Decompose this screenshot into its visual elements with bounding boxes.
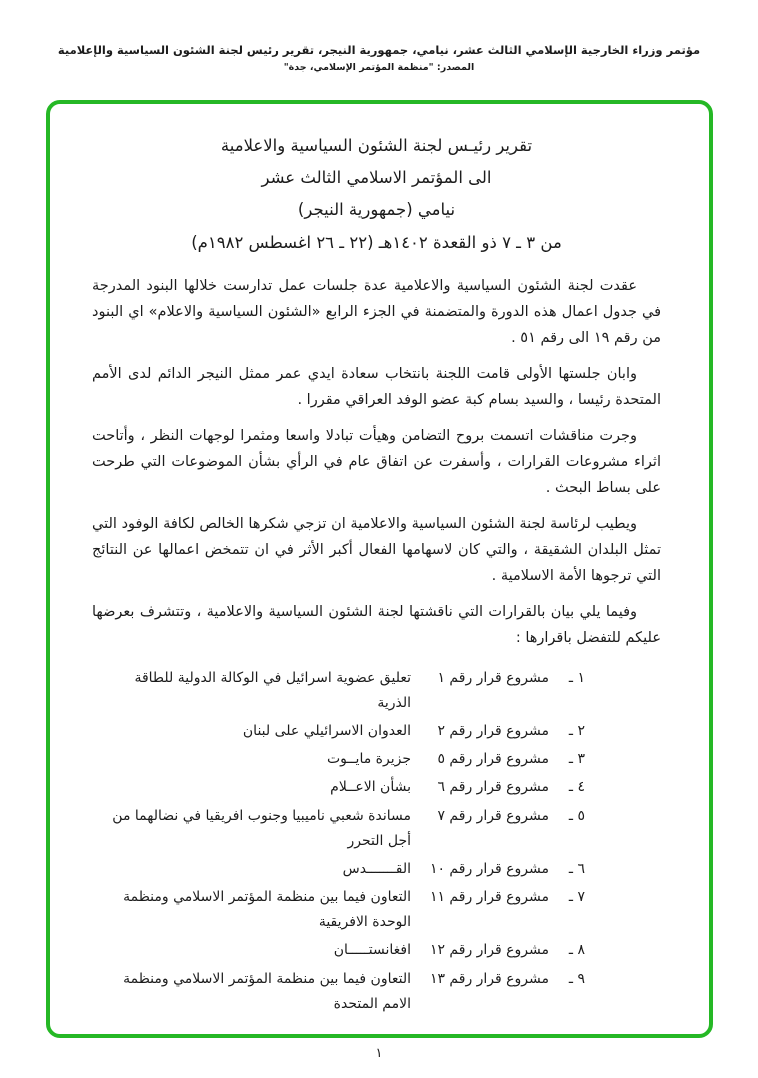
paragraph: ويطيب لرئاسة لجنة الشئون السياسية والاعلامية ان تزجي شكرها الخالص لكافة الوفود التي تمثل البلدان الشقيقة ، والتي كان لاسهامها الفعال أكبر الأثر في ان تتمخض اعمالها عن النتائج التي ترجوها الأمة الاسلامية . — [92, 515, 661, 585]
resolution-subject: جزيرة مايــوت — [326, 751, 411, 768]
document-frame — [46, 100, 713, 1038]
resolution-label: مشروع قرار رقم ١ — [437, 669, 549, 686]
resolution-number: ٢ ـ — [568, 722, 585, 739]
page-number: ١ — [375, 1046, 383, 1061]
resolution-number: ١ ـ — [568, 669, 585, 686]
header-source-line: المصدر: "منظمة المؤتمر الإسلامي، جدة" — [283, 62, 475, 74]
header-title: مؤتمر وزراء الخارجية الإسلامي الثالث عشر، نيامي، جمهورية النيجر، تقرير رئيس لجنة الشئون السياسية والإعلامية — [57, 43, 701, 57]
resolution-label: مشروع قرار رقم ١٢ — [429, 942, 549, 959]
report-title-line-3: نيامي (جمهورية النيجر) — [297, 200, 456, 220]
paragraph: وابان جلستها الأولى قامت اللجنة بانتخاب سعادة ايدي عمر ممثل النيجر الدائم لدى الأمم المتحدة رئيسا ، والسيد بسام كبة عضو الوفد العراقي مقررا . — [92, 365, 661, 409]
resolution-number: ٣ ـ — [568, 751, 585, 768]
resolution-number: ٤ ـ — [568, 779, 585, 796]
resolution-number: ٩ ـ — [568, 970, 585, 987]
resolution-subject: التعاون فيما بين منظمة المؤتمر الاسلامي ومنظمة الامم المتحدة — [123, 970, 411, 1012]
resolution-label: مشروع قرار رقم ٧ — [437, 807, 549, 824]
resolution-row — [92, 719, 585, 744]
resolution-row — [92, 885, 585, 935]
resolution-subject: بشأن الاعــلام — [330, 779, 411, 796]
document-header — [0, 42, 758, 73]
paragraph: عقدت لجنة الشئون السياسية والاعلامية عدة جلسات عمل تدارست خلالها البنود المدرجة في جدول اعمال هذه الدورة والمتضمنة في الجزء الرابع «الشئون السياسية والاعلام» اي البنود من رقم ١٩ الى رقم ٥١ . — [92, 277, 661, 347]
resolution-subject: تعليق عضوية اسرائيل في الوكالة الدولية للطاقة الذرية — [134, 669, 411, 711]
resolution-label: مشروع قرار رقم ١٣ — [429, 970, 549, 987]
resolution-label: مشروع قرار رقم ٦ — [437, 779, 549, 796]
resolution-subject: افغانستـــــان — [333, 942, 411, 959]
resolution-subject: مساندة شعبي ناميبيا وجنوب افريقيا في نضالهما من أجل التحرر — [112, 807, 411, 849]
resolution-row — [92, 857, 585, 882]
report-title-line-1: تقرير رئيـس لجنة الشئون السياسية والاعلامية — [220, 136, 533, 155]
resolution-row — [92, 967, 585, 1017]
resolution-label: مشروع قرار رقم ٢ — [437, 722, 549, 739]
resolution-number: ٨ ـ — [568, 942, 585, 959]
resolution-row — [92, 666, 585, 716]
resolution-row — [92, 804, 585, 854]
resolution-label: مشروع قرار رقم ١١ — [429, 889, 549, 906]
paragraph: وفيما يلي بيان بالقرارات التي ناقشتها لجنة الشئون السياسية والاعلامية ، وتتشرف بعرضها عليكم للتفضل باقرارها : — [92, 603, 661, 647]
resolutions-list — [92, 666, 661, 1017]
resolution-label: مشروع قرار رقم ٥ — [437, 751, 549, 768]
resolution-row — [92, 938, 585, 963]
resolution-label: مشروع قرار رقم ١٠ — [429, 860, 549, 877]
resolution-row — [92, 775, 585, 800]
report-title-line-2: الى المؤتمر الاسلامي الثالث عشر — [261, 168, 492, 188]
resolution-subject: التعاون فيما بين منظمة المؤتمر الاسلامي ومنظمة الوحدة الافريقية — [123, 889, 411, 931]
resolution-subject: العدوان الاسرائيلي على لبنان — [242, 722, 411, 739]
resolution-number: ٧ ـ — [568, 889, 585, 906]
resolution-row — [92, 747, 585, 772]
resolution-number: ٦ ـ — [568, 860, 585, 877]
report-body — [92, 273, 661, 652]
report-title-line-4: من ٣ ـ ٧ ذو القعدة ١٤٠٢هـ (٢٢ ـ ٢٦ اغسطس ١٩٨٢م) — [191, 232, 562, 252]
report-title-block — [92, 130, 661, 259]
paragraph: وجرت مناقشات اتسمت بروح التضامن وهيأت تبادلا واسعا ومثمرا لوجهات النظر ، وأتاحت اثراء مشروعات القرارات ، وأسفرت عن اتفاق عام في الرأي بشأن الموضوعات التي طرحت على بساط البحث . — [92, 427, 661, 497]
resolution-number: ٥ ـ — [568, 807, 585, 824]
resolution-subject: القـــــــدس — [342, 860, 411, 877]
